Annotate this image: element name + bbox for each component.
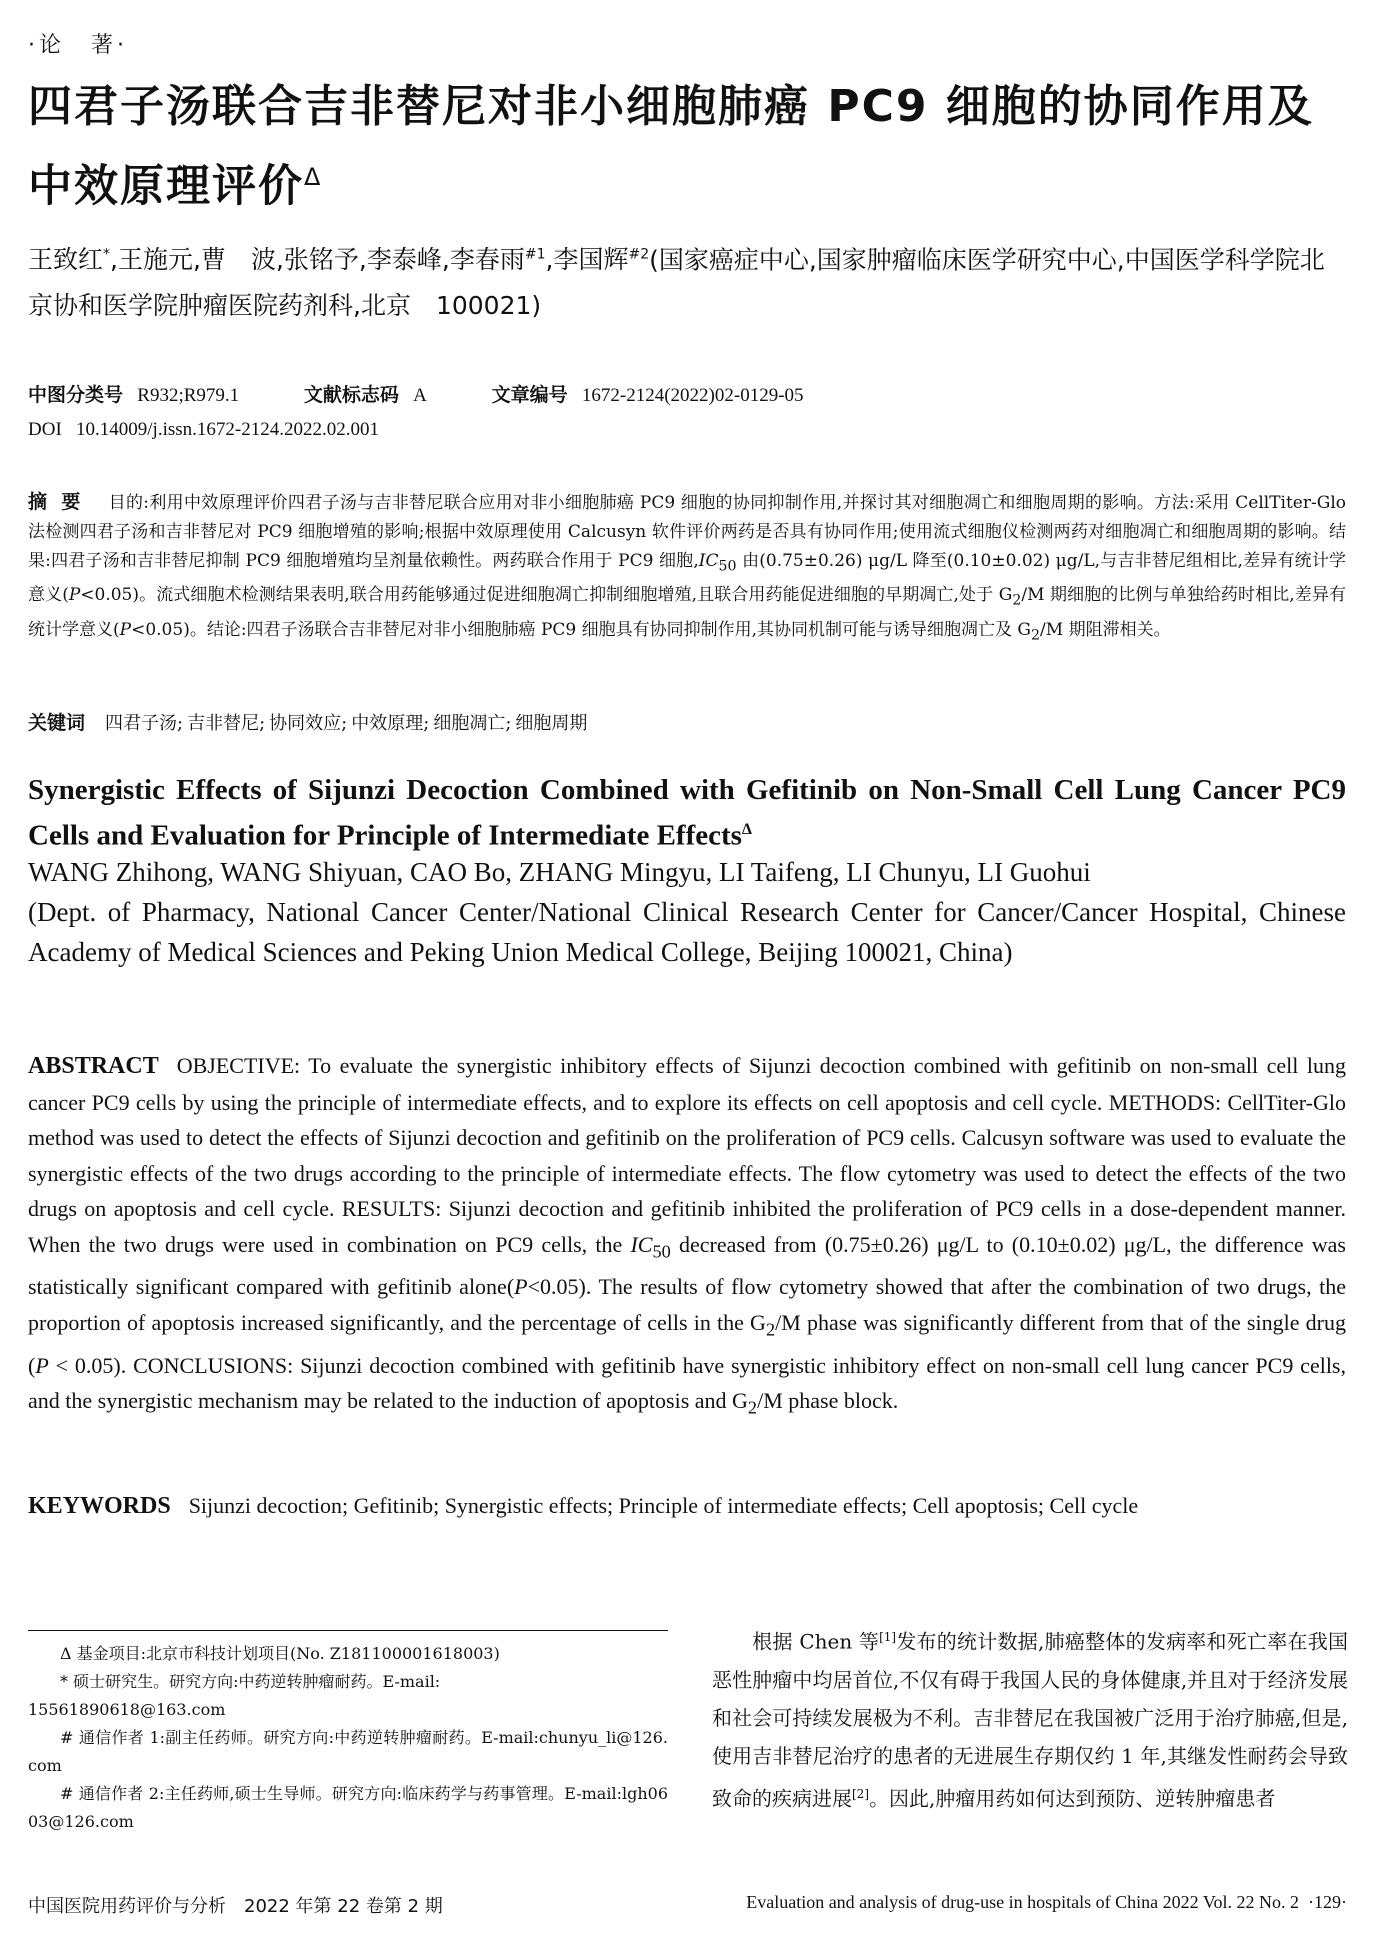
keywords-cn — [28, 708, 1346, 735]
footer-journal-en — [607, 1892, 1347, 1913]
abstract-cn-text: /M 期细胞的比例与单独给药时相比,差异有统计学意义( — [28, 585, 1346, 640]
author-mark: #2 — [628, 247, 650, 263]
footnote-funding: Δ 基金项目:北京市科技计划项目(No. Z181100001618003) — [60, 1644, 500, 1663]
article-no-label: 文章编号 — [491, 384, 568, 406]
footnote-divider — [28, 1630, 668, 1631]
keywords-cn-label: 关键词 — [28, 712, 86, 734]
clc-label: 中图分类号 — [28, 384, 124, 406]
abstract-cn-text: <0.05)。结论:四君子汤联合吉非替尼对非小细胞肺癌 PC9 细胞具有协同抑制作用,其协同机制可能与诱导细胞凋亡及 G — [131, 619, 1032, 640]
ic-subscript: 50 — [652, 1240, 671, 1261]
affiliation-cn: (国家癌症中心,国家肿瘤临床医学研究中心,中国医学科学院北京协和医学院肿瘤医院药剂科,北京 100021) — [28, 245, 1325, 321]
fund-mark: Δ — [304, 163, 323, 191]
author-name-cn: 曹 波 — [200, 245, 276, 275]
abstract-cn-text: 目的:利用中效原理评价四君子汤与吉非替尼联合应用对非小细胞肺癌 PC9 细胞的协同抑制作用,并探讨其对细胞凋亡和细胞周期的影响。方法:采用 CellTiter-Glo 法检测四君子汤和吉非替尼对 PC9 细胞增殖的影响;根据中效原理使用 Calcusyn 软件评价两药是否具有协同作用;使用流式细胞仪检测两药对细胞凋亡和细胞周期的影响。结果:四君子汤和吉非替尼抑制 PC9 细胞增殖均呈剂量依赖性。两药联合作用于 PC9 细胞, — [28, 493, 1346, 571]
p-symbol: P — [35, 1352, 49, 1378]
keywords-en-list: Sijunzi decoction; Gefitinib; Synergistic effects; Principle of intermediate effects; Cell apoptosis; Cell cycle — [188, 1493, 1139, 1518]
page-title-en — [28, 770, 1346, 856]
abstract-en-text: /M phase was significantly different from that of the single drug ( — [28, 1309, 1346, 1378]
keywords-en-label: KEYWORDS — [28, 1493, 171, 1519]
author-name-cn: 王施元 — [117, 245, 193, 275]
article-no-value: 1672-2124(2022)02-0129-05 — [581, 385, 804, 406]
abstract-cn-text: /M 期阻滞相关。 — [1040, 619, 1171, 640]
footnotes — [28, 1640, 668, 1836]
footer-journal-en-text: Evaluation and analysis of drug-use in hospitals of China 2022 Vol. 22 No. 2 — [746, 1892, 1299, 1912]
meta-row-1 — [28, 378, 1346, 413]
page-title-cn — [28, 72, 1346, 222]
abstract-en-text: /M phase block. — [757, 1388, 899, 1414]
doi-label: DOI — [28, 419, 62, 440]
ic-symbol: IC — [698, 551, 719, 571]
doc-code-label: 文献标志码 — [303, 384, 399, 406]
footnote-corresponding-2: # 通信作者 2:主任药师,硕士生导师。研究方向:临床药学与药事管理。E-mail:lgh0603@126.com — [28, 1784, 668, 1831]
abstract-cn — [28, 488, 1346, 650]
section-tag: ·论 著· — [28, 33, 128, 58]
g-subscript: 2 — [1031, 627, 1041, 644]
fund-mark-en: Δ — [741, 821, 752, 838]
footnote-corresponding-1: # 通信作者 1:副主任药师。研究方向:中药逆转肿瘤耐药。E-mail:chunyu_li@126.com — [28, 1728, 668, 1775]
keyword-cn: 四君子汤; — [105, 713, 184, 734]
p-symbol: P — [68, 585, 81, 606]
body-text: 。因此,肿瘤用药如何达到预防、逆转肿瘤患者 — [869, 1786, 1276, 1811]
p-symbol: P — [119, 619, 132, 640]
body-paragraph — [712, 1618, 1348, 1817]
body-text: 根据 Chen 等 — [752, 1629, 880, 1654]
footnote-first-author: * 硕士研究生。研究方向:中药逆转肿瘤耐药。E-mail: — [60, 1672, 441, 1691]
keyword-cn: 中效原理; — [351, 713, 430, 734]
author-name-cn: 李国辉 — [553, 245, 629, 275]
author-list-en: WANG Zhihong, WANG Shiyuan, CAO Bo, ZHANG Mingyu, LI Taifeng, LI Chunyu, LI Guohui — [28, 857, 1091, 887]
abstract-en — [28, 1048, 1346, 1426]
abstract-cn-text: 由(0.75±0.26) μg/L 降至(0.10±0.02) μg/L,与吉非替尼组相比,差异有统计学意义( — [28, 551, 1346, 606]
abstract-en-text: OBJECTIVE: To evaluate the synergistic inhibitory effects of Sijunzi decoction combined with gefitinib on non-small cell lung cancer PC9 cells by using the principle of intermediate effects, and to explore its effects on cell apoptosis and cell cycle. METHODS: CellTiter-Glo method was used to detect the effects of Sijunzi decoction and gefitinib on the proliferation of PC9 cells. Calcusyn software was used to evaluate the synergistic effects of the two drugs according to the principle of intermediate effects. The flow cytometry was used to detect the effects of the two drugs on apoptosis and cell cycle. RESULTS: Sijunzi decoction and gefitinib inhibited the proliferation of PC9 cells in a dose-dependent manner. When the two drugs were used in combination on PC9 cells, the — [28, 1053, 1346, 1257]
author-name-cn: 张铭予 — [283, 245, 359, 275]
p-symbol: P — [514, 1274, 528, 1300]
abstract-en-text: < 0.05). CONCLUSIONS: Sijunzi decoction combined with gefitinib have synergistic inhibitory effect on non-small cell lung cancer PC9 cells, and the synergistic mechanism may be related to the induction of apoptosis and G — [28, 1352, 1346, 1414]
abstract-en-text: decreased from (0.75±0.26) μg/L to (0.10±0.02) μg/L, the difference was statistically significant compared with gefitinib alone( — [28, 1231, 1346, 1300]
author-name-cn: 李春雨 — [449, 245, 525, 275]
page-number: ·129· — [1308, 1892, 1347, 1912]
keyword-cn: 细胞凋亡; — [433, 713, 512, 734]
ic-symbol: IC — [630, 1231, 653, 1257]
abstract-cn-text: <0.05)。流式细胞术检测结果表明,联合用药能够通过促进细胞凋亡抑制细胞增殖,且联合用药能促进细胞的早期凋亡,处于 G — [80, 585, 1013, 606]
author-name-cn: 王致红 — [28, 245, 104, 275]
keywords-en — [28, 1488, 1346, 1524]
keyword-cn: 吉非替尼; — [187, 713, 266, 734]
authors-en — [28, 852, 1346, 972]
abstract-en-text: <0.05). The results of flow cytometry showed that after the combination of two drugs, the proportion of apoptosis increased significantly, and the percentage of cells in the G — [28, 1274, 1347, 1335]
citation-1[interactable]: [1] — [879, 1630, 897, 1644]
article-meta — [28, 378, 1346, 447]
footnote-first-author-email[interactable]: 15561890618@163.com — [28, 1700, 226, 1719]
g-subscript: 2 — [765, 1319, 776, 1340]
footer-journal-cn: 中国医院用药评价与分析 2022 年第 22 卷第 2 期 — [28, 1896, 443, 1917]
abstract-en-label: ABSTRACT — [28, 1053, 159, 1079]
keywords-cn-list — [105, 713, 591, 734]
author-name-cn: 李泰峰 — [366, 245, 442, 275]
body-text: 发布的统计数据,肺癌整体的发病率和死亡率在我国恶性肿瘤中均居首位,不仅有碍于我国人民的身体健康,并且对于经济发展和社会可持续发展极为不利。吉非替尼在我国被广泛用于治疗肺癌,但是,使用吉非替尼治疗的患者的无进展生存期仅约 1 年,其继发性耐药会导致致命的疾病进展 — [712, 1629, 1348, 1811]
keyword-cn: 协同效应; — [269, 713, 348, 734]
g-subscript: 2 — [1012, 592, 1022, 609]
doi-value[interactable]: 10.14009/j.issn.1672-2124.2022.02.001 — [76, 419, 379, 440]
author-mark: #1 — [524, 247, 546, 263]
citation-2[interactable]: [2] — [852, 1786, 869, 1801]
title-en-text: Synergistic Effects of Sijunzi Decoction Combined with Gefitinib on Non-Small Cell Lung Cancer PC9 Cells and Evaluation for Principle of Intermediate Effects — [28, 774, 1346, 852]
author-list-cn: 王致红*,王施元,曹 波,张铭予,李泰峰,李春雨$^{\#1}$,李国辉$^{\#2}$ — [28, 245, 650, 275]
ic-subscript: 50 — [718, 558, 737, 575]
affiliation-en: (Dept. of Pharmacy, National Cancer Center/National Clinical Research Center for Cancer/Cancer Hospital, Chinese Academy of Medical Sciences and Peking Union Medical College, Beijing 100021, China) — [28, 897, 1346, 967]
doc-code-value: A — [413, 385, 427, 406]
keyword-cn: 细胞周期 — [515, 713, 588, 734]
title-cn-text: 四君子汤联合吉非替尼对非小细胞肺癌 PC9 细胞的协同作用及中效原理评价 — [28, 81, 1314, 212]
meta-row-2 — [28, 413, 1346, 447]
abstract-cn-label: 摘要 — [28, 491, 95, 513]
author-mark: * — [103, 247, 111, 263]
g-subscript: 2 — [747, 1397, 758, 1418]
clc-value: R932;R979.1 — [137, 385, 240, 406]
authors-cn — [28, 232, 1346, 329]
